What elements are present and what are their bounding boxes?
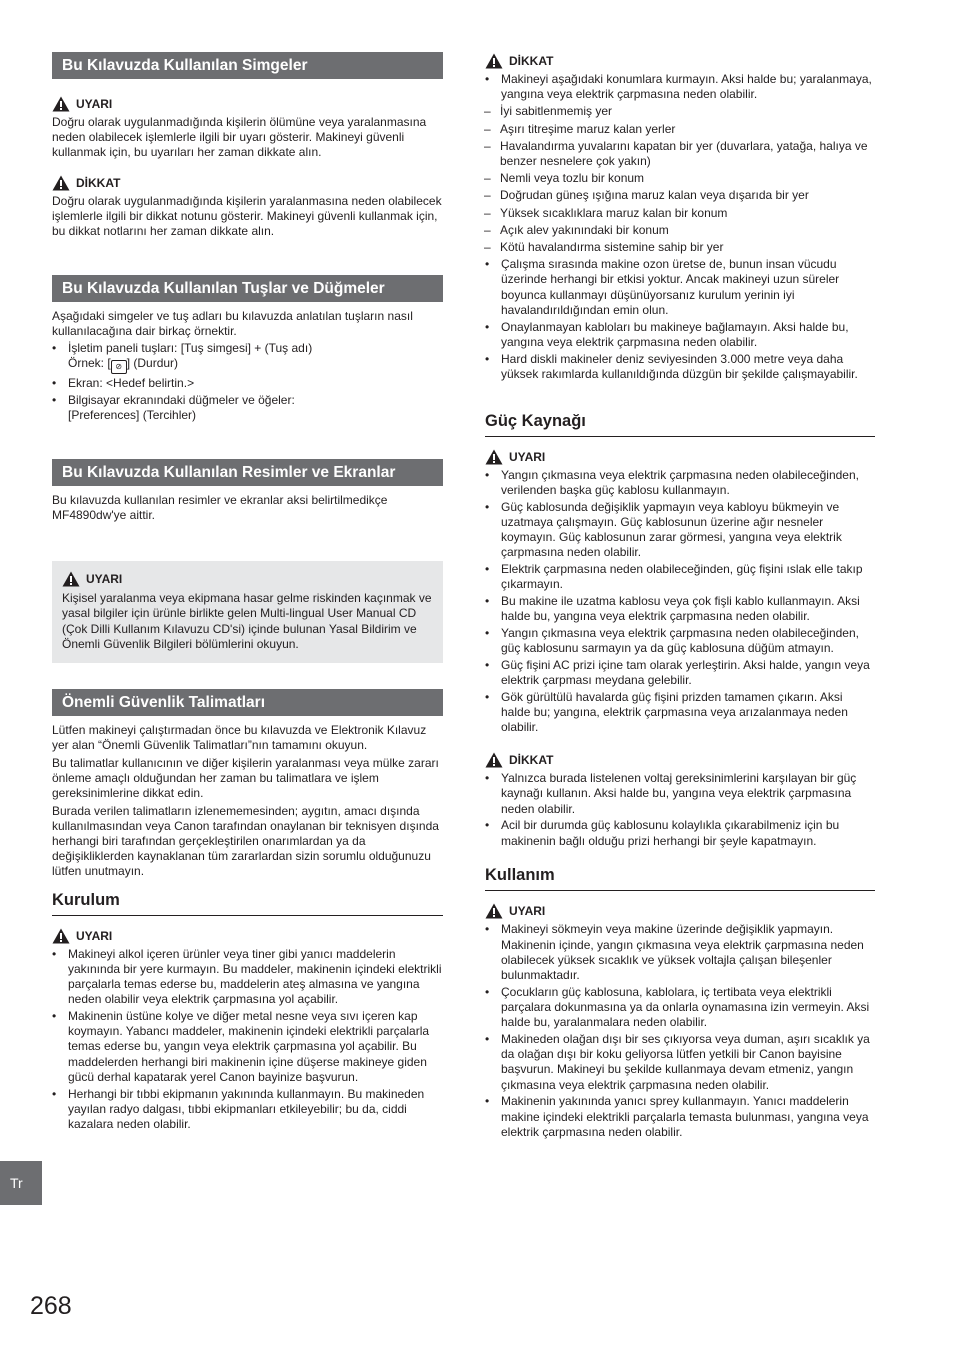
list-item: • Makinenin yakınında yanıcı sprey kullanmayın. Yanıcı maddelerin makine içindeki elektrikli parçalarla temasta bulunması, yangına veya elektrik çarpmasına neden olabilir. — [485, 1094, 875, 1140]
legal-note-box — [52, 561, 443, 663]
warning-label-text: UYARI — [86, 571, 123, 586]
symbols-warning-text: Doğru olarak uygulanmadığında kişilerin ölümüne veya yaralanmasına neden olabilecek işlemlerle ilgili bir uyarı gösterir. Makineyi güvenli kullanmak için, bu uyarıları her zaman dikkate alın. — [52, 115, 427, 159]
warning-label — [52, 927, 443, 945]
left-column — [52, 52, 443, 1134]
list-item — [52, 393, 443, 423]
list-item: • Gök gürültülü havalarda güç fişini prizden tamamen çıkarın. Aksi halde bu; yangına, elektrik çarpmasına veya arızalanmaya neden olabilir. — [485, 690, 875, 736]
list-item: • Ekran: <Hedef belirtin.> — [52, 376, 443, 391]
caution-label-text: DİKKAT — [76, 176, 121, 190]
warning-triangle-icon — [52, 96, 70, 112]
page-number: 268 — [30, 1292, 72, 1320]
list-item: • Güç fişini AC prizi içine tam olarak yerleştirin. Aksi halde, yangın veya elektrik çarpması meydana gelebilir. — [485, 658, 875, 688]
keys-item1-line1: İşletim paneli tuşları: [Tuş simgesi] + (Tuş adı) — [68, 341, 313, 355]
list-item: • Yangın çıkmasına veya elektrik çarpmasına neden olabileceğinden, verilenden başka güç kablosu kullanmayın. — [485, 468, 875, 498]
list-item: • Onaylanmayan kabloları bu makineye bağlamayın. Aksi halde bu, yangına veya elektrik çarpmasına neden olabilir. — [485, 320, 875, 350]
list-item: – Kötü havalandırma sistemine sahip bir yer — [469, 240, 875, 255]
warning-triangle-icon — [485, 53, 503, 69]
symbols-caution-text: Doğru olarak uygulanmadığında kişilerin yaralanmasına neden olabilecek işlemlerle ilgili bir dikkat notunu gösterir. Makineyi güvenli kullanmak için, bu dikkat notlarını her zaman dikkate alın. — [52, 194, 442, 238]
list-item — [485, 72, 875, 102]
list-item: – Nemli veya tozlu bir konum — [469, 171, 875, 186]
legal-note-text: Kişisel yaralanma veya ekipmana hasar gelme riskinden kaçınmak ve yasal bilgiler için ürünle birlikte gelen Multi-lingual User Manual CD (Çok Dilli Kullanım Kılavuzu CD'si) içinde bulunan Yasal Bildirim ve Önemli Güvenlik Bilgileri bölümlerini okuyun. — [62, 590, 432, 652]
list-item: • Çocukların güç kablosuna, kablolara, iç tertibata veya elektrikli parçalara dokunmasına ya da onlarla oynamasına izin vermeyin. Aksi halde bu, yaralanmalara neden olabilir. — [485, 985, 875, 1031]
caution-label-text: DİKKAT — [509, 54, 554, 68]
list-item: – Havalandırma yuvalarını kapatan bir yer (duvarlara, yatağa, halıya ve benzer nesnelere çok yakın) — [469, 139, 875, 169]
warning-label-text: UYARI — [509, 904, 546, 919]
warning-label — [485, 448, 875, 466]
subsection-title-installation: Kurulum — [52, 891, 443, 916]
keys-item1-prefix: Örnek: [ — [68, 356, 111, 371]
warning-label — [62, 570, 433, 588]
list-item: – Yüksek sıcaklıklara maruz kalan bir konum — [469, 206, 875, 221]
list-item: – Açık alev yakınındaki bir konum — [469, 223, 875, 238]
list-item: – Aşırı titreşime maruz kalan yerler — [469, 122, 875, 137]
location-list — [469, 104, 875, 255]
warning-triangle-icon — [485, 449, 503, 465]
warning-triangle-icon — [52, 928, 70, 944]
safety-paragraph: Burada verilen talimatların izlenememesinden; aygıtın, amacı dışında kullanılmasından veya Canon tarafından onaylanan bir teknisyen dışında herhangi biri tarafından gerçekleştirilen onarımlardan ya da değişikliklerden kaynaklanan tüm zararlardan sizin sorumlu olduğunuzu lütfen unutmayın. — [52, 803, 439, 878]
install-caution-list — [485, 72, 875, 102]
list-item: – Doğrudan güneş ışığına maruz kalan veya dışarıda bir yer — [469, 188, 875, 203]
list-item: • Bu makine ile uzatma kablosu veya çok fişli kablo kullanmayın. Aksi halde bu, yangına veya elektrik çarpmasına neden olabilir. — [485, 594, 875, 624]
keys-list — [52, 341, 443, 423]
caution-label — [485, 52, 875, 70]
warning-label-text: UYARI — [76, 928, 113, 943]
keys-item3-line2: [Preferences] (Tercihler) — [68, 407, 197, 422]
warning-label-text: UYARI — [76, 97, 113, 111]
keys-item3-line1: Bilgisayar ekranındaki düğmeler ve öğeler: — [68, 392, 295, 407]
subsection-title-usage: Kullanım — [485, 866, 875, 891]
power-caution-list — [485, 771, 875, 849]
list-item: • Herhangi bir tıbbi ekipmanın yakınında kullanmayın. Bu makineden yayılan radyo dalgası, tıbbi ekipmanları etkileyebilir; bu da, ciddi kazalara neden olabilir. — [52, 1087, 443, 1133]
subsection-title-power: Güç Kaynağı — [485, 412, 875, 437]
right-column — [485, 52, 875, 1142]
list-item: • Çalışma sırasında makine ozon üretse de, bunun insan vücudu üzerinde herhangi bir etkisi yoktur. Ancak makineyi uzun süreler boyunca kullanmayı düşünüyorsanız kurulum yerinin iyi havalandırıldığından emin olun. — [485, 257, 875, 318]
list-item: • Makineyi sökmeyin veya makine üzerinde değişiklik yapmayın. Makinenin içinde, yangın çıkmasına veya elektrik çarpmasına neden olabilecek yüksek sıcaklık ve yüksek voltajla çalışan bileşenler bulunmaktadır. — [485, 922, 875, 983]
warning-triangle-icon — [485, 903, 503, 919]
section-title-keys: Bu Kılavuzda Kullanılan Tuşlar ve Düğmeler — [52, 275, 443, 302]
list-item: • Acil bir durumda güç kablosunu kolaylıkla çıkarabilmeniz için bu makinenin bağlı olduğu prizi herhangi bir şeyle kapatmayın. — [485, 818, 875, 848]
stop-key-icon: ⊘ — [111, 360, 127, 374]
install-caution-more-list — [485, 257, 875, 382]
list-item: • Güç kablosunda değişiklik yapmayın veya kabloyu bükmeyin ve uzatmaya çalışmayın. Güç kablosunun üzerine ağır nesneler koymayın. Güç kablosunun zarar görmesi, yangına veya elektrik çarpmasına neden olabilir. — [485, 500, 875, 561]
warning-triangle-icon — [485, 752, 503, 768]
caution-label — [485, 751, 875, 769]
safety-paragraph: Bu talimatlar kullanıcının ve diğer kişilerin yaralanması veya mülke zararı önleme amaçlı olduğundan her zaman bu talimatlara ve işlem gereksinimlerine dikkat edin. — [52, 755, 439, 800]
list-item: • Hard diskli makineler deniz seviyesinden 3.000 metre veya daha yüksek rakımlarda kullanıldığında düzgün bir şekilde çalışmayabilir. — [485, 352, 875, 382]
list-item: • Yangın çıkmasına veya elektrik çarpmasına neden olabileceğinden, güç kablosunu sarmayın ya da güç kablosuna düğüm atmayın. — [485, 626, 875, 656]
installation-warning-list — [52, 947, 443, 1133]
section-title-images: Bu Kılavuzda Kullanılan Resimler ve Ekranlar — [52, 459, 443, 486]
keys-intro: Aşağıdaki simgeler ve tuş adları bu kılavuzda anlatılan tuşların nasıl kullanılacağına dair birkaç örnektir. — [52, 309, 413, 338]
list-item: • Yalnızca burada listelenen voltaj gereksinimlerini karşılayan bir güç kaynağı kullanın. Aksi halde bu, yangına veya elektrik çarpmasına neden olabilir. — [485, 771, 875, 817]
caution-label-text: DİKKAT — [509, 753, 554, 768]
warning-triangle-icon — [62, 571, 80, 587]
warning-label — [52, 95, 443, 113]
list-item: • Elektrik çarpmasına neden olabileceğinden, güç fişini ıslak elle takıp çıkarmayın. — [485, 562, 875, 592]
caution-label — [52, 174, 443, 192]
language-tab: Tr — [0, 1161, 42, 1205]
list-item: – İyi sabitlenmemiş yer — [469, 104, 875, 119]
warning-label-text: UYARI — [509, 449, 546, 464]
safety-paragraph: Lütfen makineyi çalıştırmadan önce bu kılavuzda ve Elektronik Kılavuz yer alan “Önemli Güvenlik Talimatları”nın tamamını okuyun. — [52, 722, 427, 752]
list-item: • Makineyi alkol içeren ürünler veya tiner gibi yanıcı maddelerin yakınında bir yere kurmayın. Bu maddeler, makinenin içindeki elektrikli parçalarla temas ederse bu, maddelerin ateş almasına ve yangına neden olabilir veya elektrik çarpmasına yol açabilir. — [52, 947, 443, 1008]
install-caution-item1: Makineyi aşağıdaki konumlara kurmayın. Aksi halde bu; yaralanmaya, yangına veya elektrik çarpmasına neden olabilir. — [501, 72, 872, 102]
list-item: • Makinenin üstüne kolye ve diğer metal nesne veya sıvı içeren kap koymayın. Yabancı maddeler, makinenin içindeki elektrikli parçalarla temas ederse bu, yangın veya elektrik çarpmasına yol açabilir. Bu maddelerden herhangi biri makinenin içine düşerse makineye giden gücü derhal kapatarak yerel Canon bayinize başvurun. — [52, 1009, 443, 1085]
keys-item1-suffix: ] (Durdur) — [126, 356, 179, 371]
usage-warning-list — [485, 922, 875, 1140]
section-title-safety: Önemli Güvenlik Talimatları — [52, 689, 443, 716]
images-text: Bu kılavuzda kullanılan resimler ve ekranlar aksi belirtilmedikçe MF4890dw'ye aittir. — [52, 492, 388, 522]
list-item: • Makineden olağan dışı bir ses çıkıyorsa veya duman, aşırı sıcaklık ya da olağan dışı bir koku geliyorsa lütfen yetkili bir Canon bayisine başvurun. Makineyi bu şekilde kullanmaya devam etmeniz, yangın çıkmasına veya elektrik çarpmasına neden olabilir. — [485, 1032, 875, 1093]
warning-label — [485, 902, 875, 920]
list-item — [52, 341, 443, 374]
warning-triangle-icon — [52, 175, 70, 191]
power-warning-list — [485, 468, 875, 736]
section-title-symbols: Bu Kılavuzda Kullanılan Simgeler — [52, 52, 443, 79]
